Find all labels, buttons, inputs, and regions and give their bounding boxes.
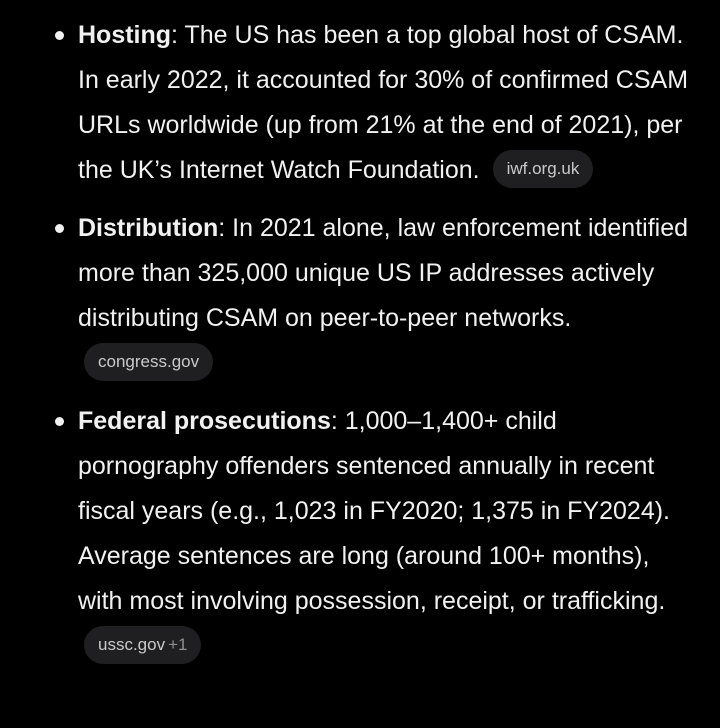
source-label: congress.gov (98, 352, 200, 372)
source-chip[interactable] (493, 150, 594, 188)
source-chip[interactable] (84, 626, 201, 664)
item-text: : In 2021 alone, law enforcement identified more than 325,000 unique US IP addresses actively distributing CSAM on peer-to-peer networks. (78, 214, 689, 332)
source-extra-count: +1 (168, 635, 188, 655)
item-text: : 1,000–1,400+ child pornography offenders sentenced annually in recent fiscal years (e.g., 1,023 in FY2020; 1,375 in FY2024). Average sentences are long (around 100+ months), with most involving possession, receipt, or trafficking. (78, 407, 671, 615)
source-label: iwf.org.uk (506, 159, 580, 179)
item-term: Distribution (78, 214, 219, 242)
source-chip[interactable] (84, 343, 213, 381)
bullet-dot-icon (55, 31, 64, 40)
item-term: Federal prosecutions (78, 407, 331, 435)
item-term: Hosting (78, 21, 172, 49)
list-item-hosting (0, 13, 720, 193)
bullet-dot-icon (55, 224, 64, 233)
list-item-distribution (0, 206, 720, 386)
source-label: ussc.gov (98, 635, 166, 655)
item-text: : The US has been a top global host of CSAM. In early 2022, it accounted for 30% of confirmed CSAM URLs worldwide (up from 21% at the end of 2021), per the UK’s Internet Watch Foundation. (78, 21, 689, 184)
list-item-federal-prosecutions (0, 399, 720, 669)
bullet-dot-icon (55, 417, 64, 426)
